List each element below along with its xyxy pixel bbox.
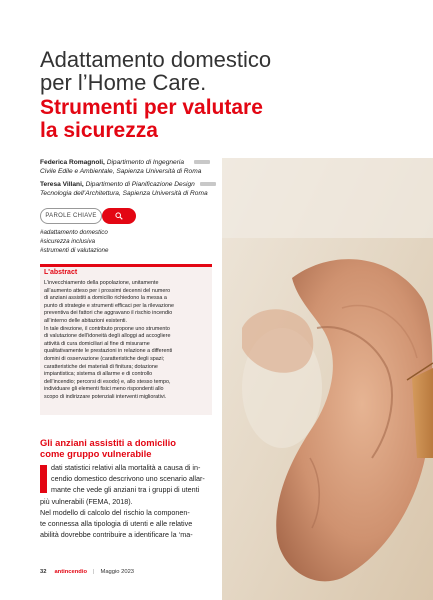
abstract-line: L’invecchiamento della popolazione, unitamente [44,280,159,286]
abstract-label: L'abstract [44,269,78,276]
abstract-line: punto di strategie e strumenti efficaci per la rilevazione [44,302,174,309]
abstract-line: dell’incendio; percorsi di esodo) e, allo stesso tempo, [44,378,171,385]
abstract-text [44,280,208,402]
author-2-affiliation-1: Dipartimento di Pianificazione Design [83,181,195,188]
tag[interactable]: #adattamento domestico [40,229,108,236]
body-line: abilità dovrebbe contribuire a identificare la ‘ma- [40,530,193,540]
abstract-line: individuare gli elementi fisici meno rispondenti allo [44,386,164,393]
footer-separator: | [92,569,95,575]
abstract-line: di valutazione dell’idoneità degli alloggi ad accogliere [44,333,171,340]
article-title-light [40,48,320,94]
article-title-bold [40,96,320,142]
hero-photo [222,158,433,600]
abstract-line: preventiva dei fattori che aggravano il rischio incendio [44,310,173,317]
issue-date: Maggio 2023 [100,569,135,575]
abstract-line: impiantistica; sistema di allarme e di controllo [44,371,153,378]
tag[interactable]: #strumenti di valutazione [40,247,109,254]
page-number: 32 [40,569,47,575]
abstract-line: all’interno delle abitazioni esistenti. [44,317,128,324]
title-line-3: Strumenti per valutare [40,96,263,119]
section-heading-line: Gli anziani assistiti a domicilio [40,437,176,448]
body-line: più vulnerabili (FEMA, 2018). [40,496,133,506]
tag[interactable]: #sicurezza inclusiva [40,238,96,245]
abstract-line: qualitativamente le prestazioni in relazione a differenti [44,348,173,355]
author-2-name: Teresa Villani, [40,181,84,188]
author-1-affiliation-2: Civile Edile e Ambientale, Sapienza Università di Roma [40,168,202,175]
body-line: Nel modello di calcolo del rischio la componen- [40,507,190,517]
section-heading [40,437,176,459]
title-line-4: la sicurezza [40,119,158,142]
title-line-2: per l’Home Care. [40,70,207,95]
body-line: te connessa alla tipologia di utenti e alle relative [40,519,193,529]
author-1-affiliation-1: Dipartimento di Ingegneria [104,159,185,166]
author-2-affiliation-2: Tecnologia dell’Architettura, Sapienza Università di Roma [40,190,208,197]
body-line: mante che vede gli anziani tra i gruppi di utenti [51,485,200,495]
keywords-box: PAROLE CHIAVE [40,208,102,224]
decorative-dash [200,182,216,186]
magazine-name: antincendio [54,569,87,575]
abstract-line: domini di osservazione (caratteristiche degli spazi; [44,355,165,362]
author-1-name: Federica Romagnoli, [40,159,105,166]
abstract-line: all’aumento atteso per i prossimi decenni del numero [44,287,171,294]
abstract-line: attività di cura domiciliari al fine di misurarne [44,340,150,347]
author-2 [40,180,208,198]
title-line-1: Adattamento domestico [40,47,272,72]
search-icon [115,212,123,220]
abstract-line: di anziani assistiti a domicilio richiedono la messa a [44,295,167,302]
body-line: dati statistici relativi alla mortalità a causa di in- [51,463,201,472]
search-button[interactable] [102,208,136,224]
body-line: cendio domestico descrivono uno scenario allar- [51,474,205,484]
keyword-tags [40,228,108,255]
abstract-line: scopo di indirizzare potenziali interventi migliorativi. [44,393,167,400]
section-heading-line: come gruppo vulnerabile [40,448,152,459]
page-footer [40,569,134,575]
body-text [40,462,212,540]
hands-protecting-house-image [222,158,433,600]
decorative-dash [194,160,210,164]
abstract-line: In tale direzione, il contributo propone uno strumento [44,325,170,332]
abstract-line: caratteristiche dei materiali di finitura; dotazione [44,363,158,370]
author-1 [40,158,201,176]
